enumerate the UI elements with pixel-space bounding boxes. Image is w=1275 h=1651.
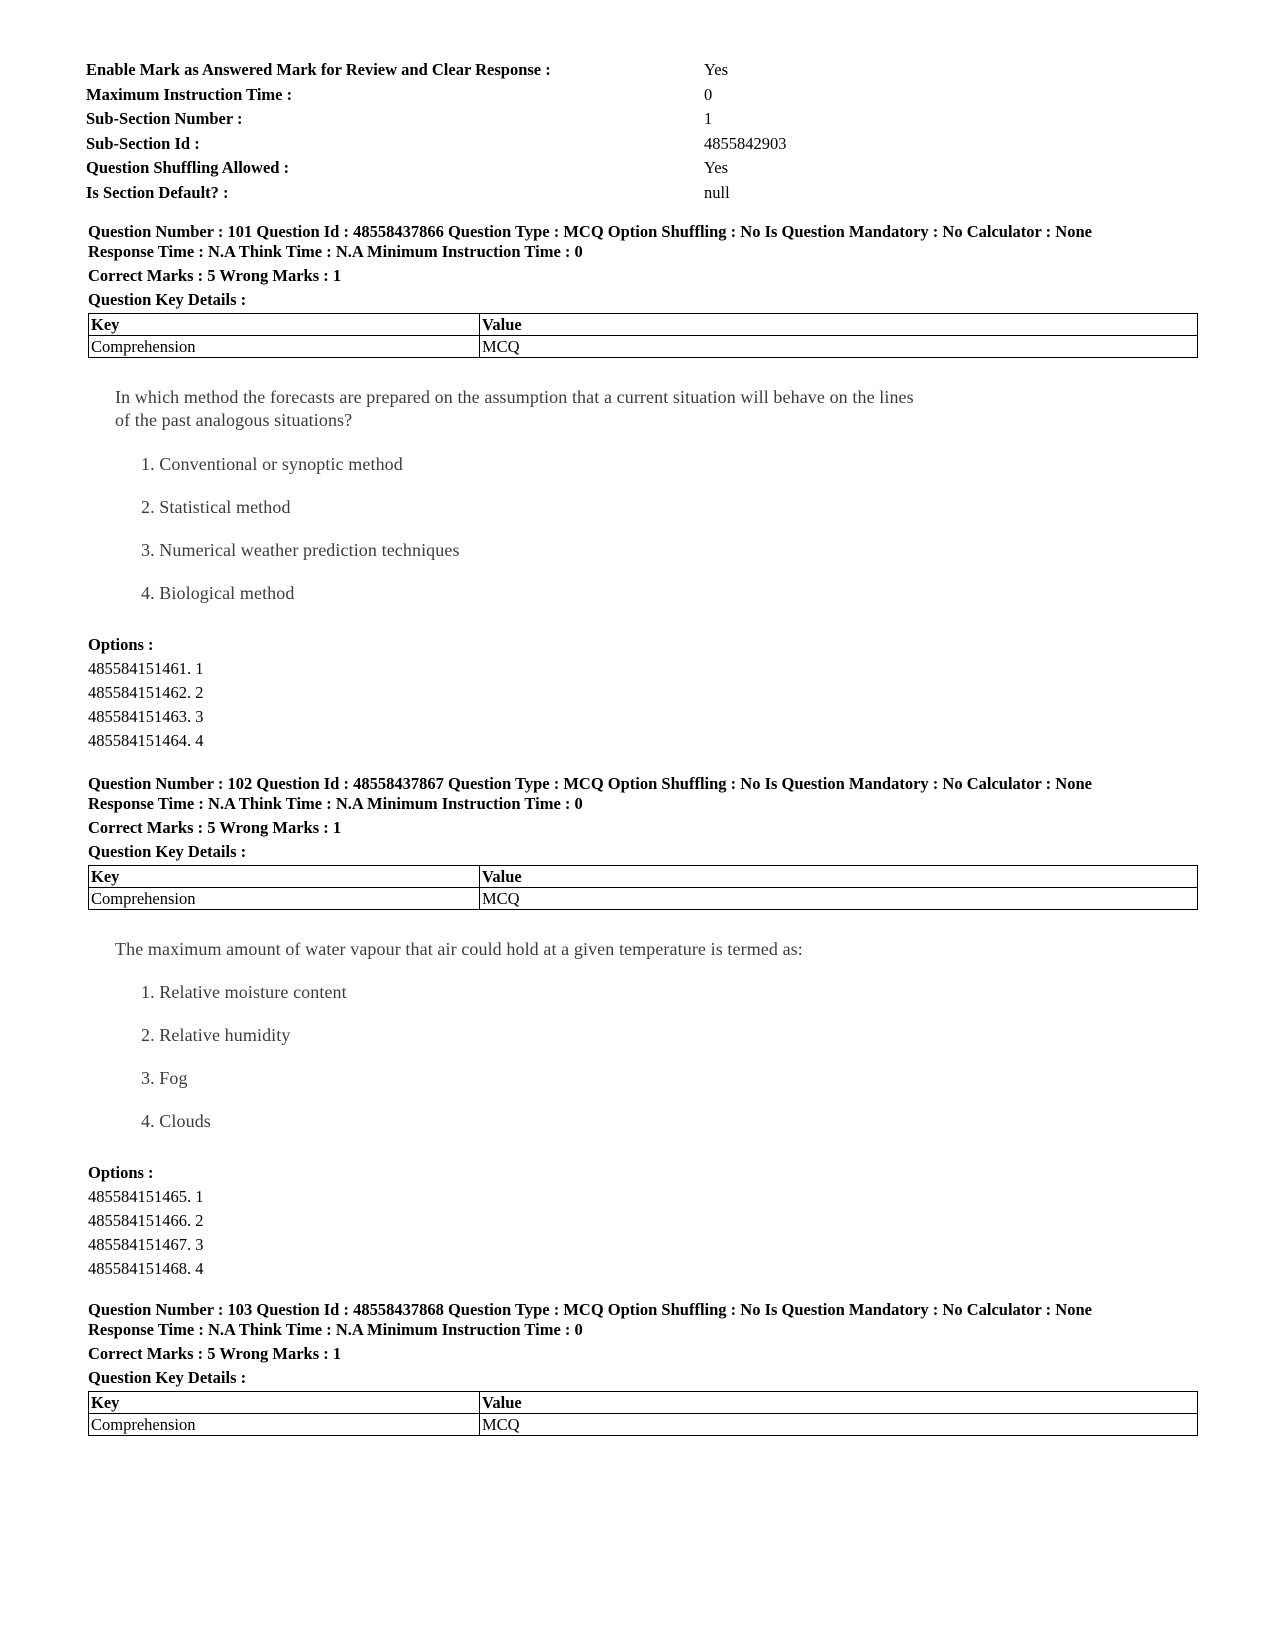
question-timing: Response Time : N.A Think Time : N.A Minimum Instruction Time : 0 [88, 794, 583, 813]
options-section [88, 633, 1198, 753]
meta-key: Enable Mark as Answered Mark for Review and Clear Response : [86, 60, 551, 79]
table-row [89, 1414, 1198, 1436]
meta-value: Yes [704, 60, 729, 79]
choice-item: 1. Relative moisture content [141, 982, 347, 1002]
key-details-label: Question Key Details : [88, 290, 247, 309]
question-header: Question Number : 102 Question Id : 48558437867 Question Type : MCQ Option Shuffling : No Is Question Mandatory : No Calculator : None [88, 774, 1092, 793]
key-details-table [88, 865, 1198, 910]
meta-row [86, 132, 886, 157]
meta-key: Question Shuffling Allowed : [86, 158, 290, 177]
question-marks: Correct Marks : 5 Wrong Marks : 1 [88, 1344, 342, 1363]
option-item: 485584151468. 4 [88, 1259, 204, 1278]
choice-item: 2. Relative humidity [141, 1025, 291, 1045]
meta-row [86, 156, 886, 181]
table-row [89, 336, 1198, 358]
table-header-value: Value [480, 1392, 1198, 1414]
question-text: of the past analogous situations? [115, 410, 353, 430]
choice-item: 3. Numerical weather prediction techniques [141, 540, 460, 560]
key-details-label: Question Key Details : [88, 842, 247, 861]
table-row [89, 888, 1198, 910]
question-block [88, 1300, 1198, 1436]
option-item: 485584151462. 2 [88, 683, 204, 702]
option-item: 485584151465. 1 [88, 1187, 204, 1206]
table-cell-value: MCQ [480, 336, 1198, 358]
question-header: Question Number : 101 Question Id : 48558437866 Question Type : MCQ Option Shuffling : No Is Question Mandatory : No Calculator : None [88, 222, 1092, 241]
meta-value: Yes [704, 158, 729, 177]
options-label: Options : [88, 635, 154, 654]
options-label: Options : [88, 1163, 154, 1182]
question-image [115, 386, 1198, 605]
meta-key: Sub-Section Number : [86, 109, 243, 128]
meta-row [86, 83, 886, 108]
option-item: 485584151463. 3 [88, 707, 204, 726]
question-header: Question Number : 103 Question Id : 48558437868 Question Type : MCQ Option Shuffling : No Is Question Mandatory : No Calculator : None [88, 1300, 1092, 1319]
meta-value: 4855842903 [704, 133, 787, 153]
option-item: 485584151464. 4 [88, 731, 204, 750]
question-text: In which method the forecasts are prepared on the assumption that a current situation will behave on the lines [115, 387, 914, 407]
question-text: The maximum amount of water vapour that air could hold at a given temperature is termed as: [115, 939, 803, 959]
table-cell-key: Comprehension [89, 1414, 480, 1436]
options-section [88, 1161, 1198, 1281]
meta-key: Maximum Instruction Time : [86, 84, 293, 104]
option-item: 485584151467. 3 [88, 1235, 204, 1254]
table-header-key: Key [89, 314, 480, 336]
choice-item: 4. Biological method [141, 583, 295, 603]
meta-row [86, 107, 886, 132]
table-cell-key: Comprehension [89, 336, 480, 358]
key-details-table [88, 1391, 1198, 1436]
key-details-label: Question Key Details : [88, 1368, 247, 1387]
choice-item: 3. Fog [141, 1068, 188, 1088]
table-header-value: Value [480, 314, 1198, 336]
question-block [88, 222, 1198, 753]
meta-row [86, 181, 886, 206]
table-header-value: Value [480, 866, 1198, 888]
table-header-key: Key [89, 866, 480, 888]
table-header-row [89, 866, 1198, 888]
question-marks: Correct Marks : 5 Wrong Marks : 1 [88, 266, 342, 285]
option-item: 485584151466. 2 [88, 1211, 204, 1230]
key-details-table [88, 313, 1198, 358]
meta-value: null [704, 182, 730, 202]
question-image [115, 938, 1198, 1133]
option-item: 485584151461. 1 [88, 659, 204, 678]
table-header-key: Key [89, 1392, 480, 1414]
meta-value: 0 [704, 84, 713, 104]
meta-value: 1 [704, 109, 713, 128]
meta-key: Is Section Default? : [86, 182, 229, 202]
table-header-row [89, 314, 1198, 336]
table-cell-value: MCQ [480, 1414, 1198, 1436]
table-header-row [89, 1392, 1198, 1414]
meta-key: Sub-Section Id : [86, 133, 200, 153]
question-marks: Correct Marks : 5 Wrong Marks : 1 [88, 818, 342, 837]
question-timing: Response Time : N.A Think Time : N.A Minimum Instruction Time : 0 [88, 1320, 583, 1339]
question-timing: Response Time : N.A Think Time : N.A Minimum Instruction Time : 0 [88, 242, 583, 261]
section-meta [86, 58, 886, 205]
choice-item: 4. Clouds [141, 1111, 211, 1131]
choice-item: 2. Statistical method [141, 497, 291, 517]
meta-row [86, 58, 886, 83]
table-cell-key: Comprehension [89, 888, 480, 910]
question-block [88, 774, 1198, 1281]
choice-item: 1. Conventional or synoptic method [141, 454, 403, 474]
table-cell-value: MCQ [480, 888, 1198, 910]
